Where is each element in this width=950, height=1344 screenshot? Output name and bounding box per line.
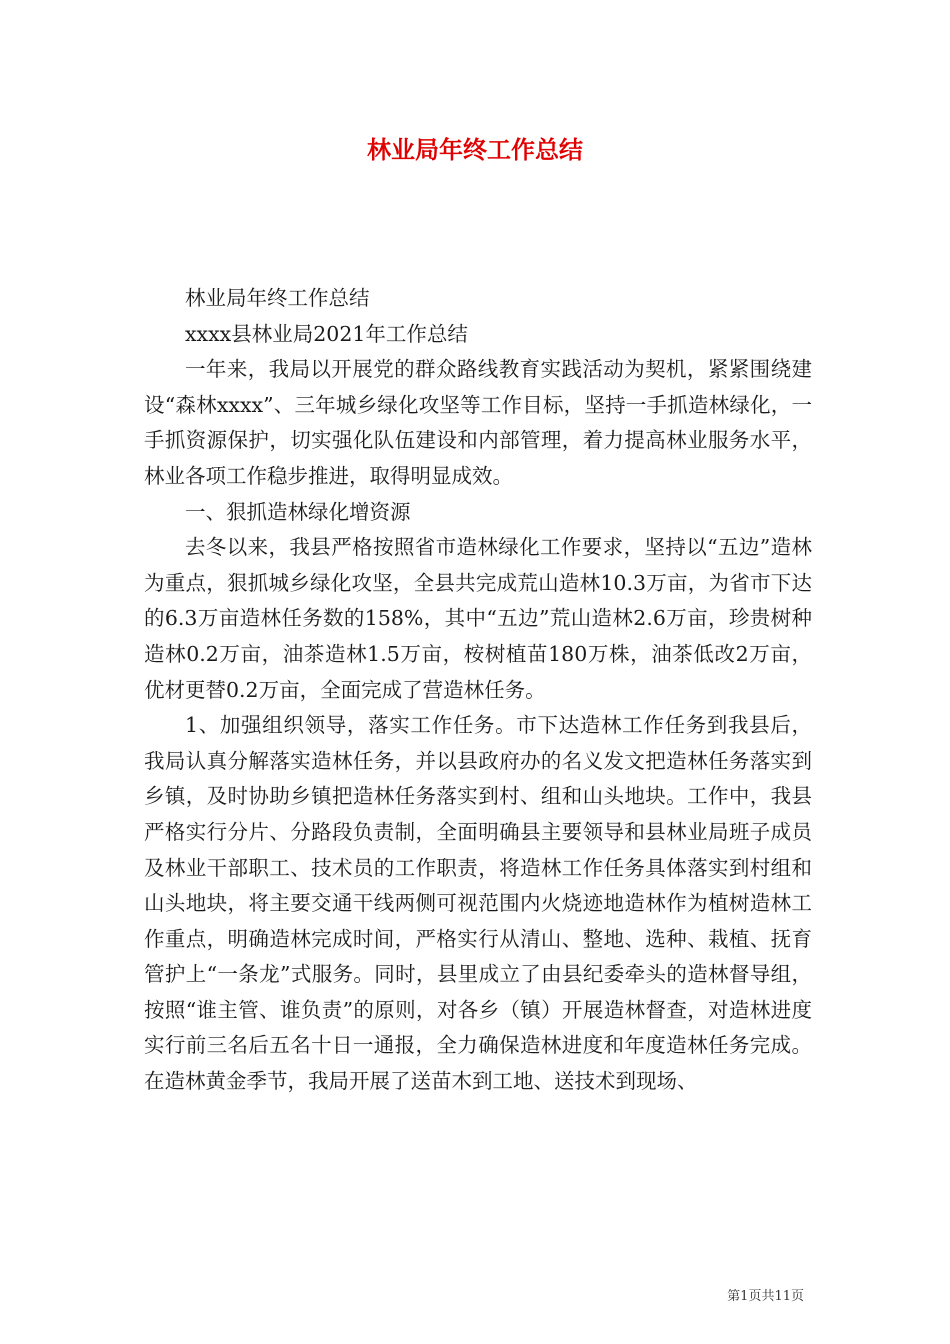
- body-paragraph-intro: 一年来，我局以开展党的群众路线教育实践活动为契机，紧紧围绕建设“森林xxxx”、三年城乡绿化攻坚等工作目标，坚持一手抓造林绿化，一手抓资源保护，切实强化队伍建设和内部管理，着力提高林业服务水平，林业各项工作稳步推进，取得明显成效。: [144, 357, 812, 488]
- body-paragraph-subtitle: xxxx县林业局2021年工作总结: [185, 321, 468, 346]
- document-title: 林业局年终工作总结: [367, 136, 583, 164]
- section-heading-1: 一、狠抓造林绿化增资源: [185, 499, 411, 524]
- body-paragraph-heading: 林业局年终工作总结: [185, 286, 370, 310]
- body-paragraph-item-1: 1、加强组织领导，落实工作任务。市下达造林工作任务到我县后，我局认真分解落实造林任务，并以县政府办的名义发文把造林任务落实到乡镇，及时协助乡镇把造林任务落实到村、组和山头地块。工作中，我县严格实行分片、分路段负责制，全面明确县主要领导和县林业局班子成员及林业干部职工、技术员的工作职责，将造林工作任务具体落实到村组和山头地块，将主要交通干线两侧可视范围内火烧迹地造林作为植树造林工作重点，明确造林完成时间，严格实行从清山、整地、选种、栽植、抚育管护上“一条龙”式服务。同时，县里成立了由县纪委牵头的造林督导组，按照“谁主管、谁负责”的原则，对各乡（镇）开展造林督查，对造林进度实行前三名后五名十日一通报，全力确保造林进度和年度造林任务完成。在造林黄金季节，我局开展了送苗木到工地、送技术到现场、: [144, 713, 812, 1094]
- document-body: [144, 281, 812, 1100]
- page-number-footer: 第1页共11页: [727, 1289, 804, 1304]
- body-paragraph-section-1: 去冬以来，我县严格按照省市造林绿化工作要求，坚持以“五边”造林为重点，狠抓城乡绿化攻坚，全县共完成荒山造林10.3万亩，为省市下达的6.3万亩造林任务数的158%，其中“五边”荒山造林2.6万亩，珍贵树种造林0.2万亩，油茶造林1.5万亩，桉树植苗180万株，油茶低改2万亩，优材更替0.2万亩，全面完成了营造林任务。: [144, 535, 812, 702]
